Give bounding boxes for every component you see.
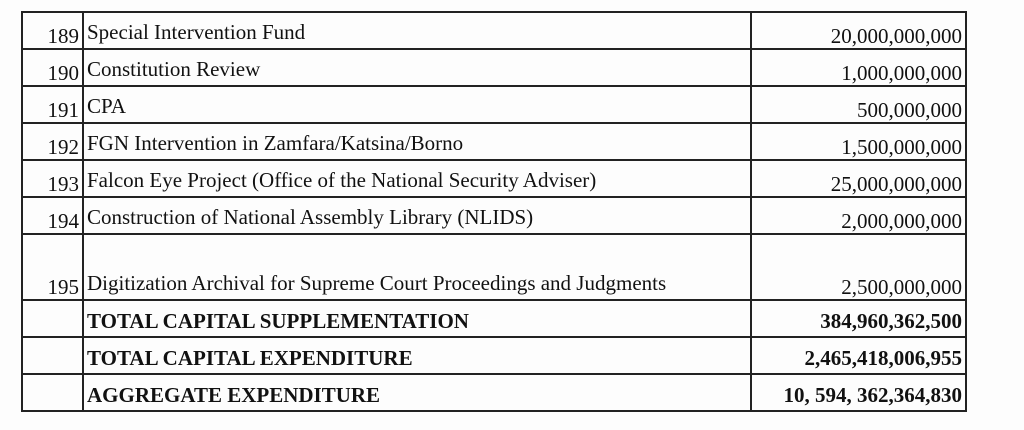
row-item: Falcon Eye Project (Office of the National Security Adviser) [83,160,751,197]
row-number-empty [22,337,83,374]
row-amount: 20,000,000,000 [751,12,966,49]
row-amount: 2,500,000,000 [751,234,966,300]
total-label: TOTAL CAPITAL SUPPLEMENTATION [83,300,751,337]
row-number: 193 [22,160,83,197]
table-row [22,86,966,123]
total-amount: 384,960,362,500 [751,300,966,337]
row-number: 190 [22,49,83,86]
row-number: 191 [22,86,83,123]
row-amount: 2,000,000,000 [751,197,966,234]
row-item: CPA [83,86,751,123]
row-amount: 1,000,000,000 [751,49,966,86]
row-amount: 500,000,000 [751,86,966,123]
budget-table [21,11,967,412]
table-row [22,234,966,300]
row-amount: 1,500,000,000 [751,123,966,160]
row-number: 195 [22,234,83,300]
total-label: AGGREGATE EXPENDITURE [83,374,751,411]
row-item: FGN Intervention in Zamfara/Katsina/Borno [83,123,751,160]
table-row [22,12,966,49]
total-row [22,374,966,411]
row-item: Special Intervention Fund [83,12,751,49]
row-number-empty [22,374,83,411]
row-number-empty [22,300,83,337]
total-row [22,337,966,374]
row-item: Constitution Review [83,49,751,86]
table-row [22,123,966,160]
row-item: Digitization Archival for Supreme Court Proceedings and Judgments [83,234,751,300]
row-number: 189 [22,12,83,49]
table-row [22,49,966,86]
table-row [22,197,966,234]
row-item: Construction of National Assembly Library (NLIDS) [83,197,751,234]
table-row [22,160,966,197]
total-label: TOTAL CAPITAL EXPENDITURE [83,337,751,374]
row-number: 194 [22,197,83,234]
row-number: 192 [22,123,83,160]
total-amount: 10, 594, 362,364,830 [751,374,966,411]
total-amount: 2,465,418,006,955 [751,337,966,374]
total-row [22,300,966,337]
row-amount: 25,000,000,000 [751,160,966,197]
